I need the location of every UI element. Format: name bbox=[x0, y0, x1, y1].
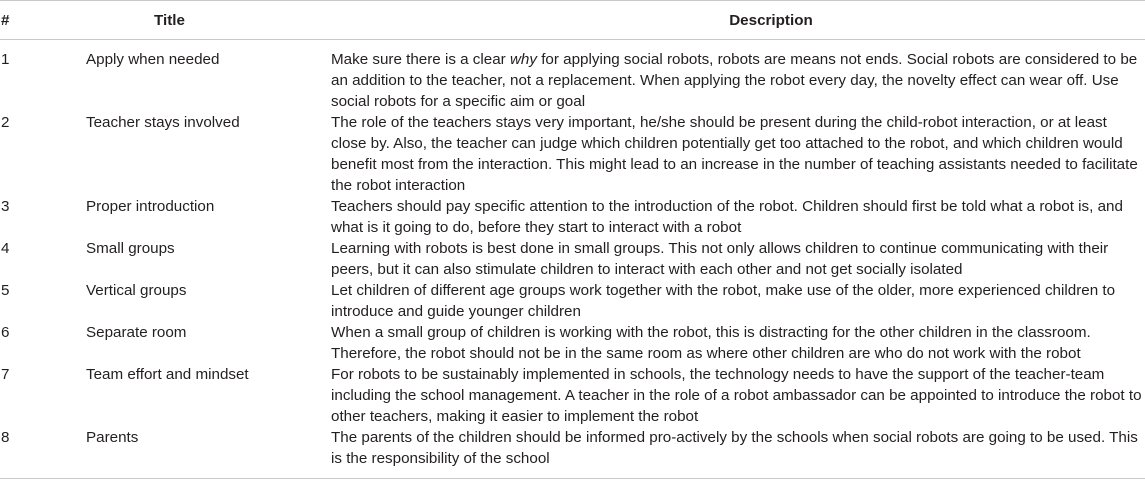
row-number: 7 bbox=[1, 366, 10, 383]
row-number: 1 bbox=[1, 51, 10, 68]
header-number: # bbox=[1, 11, 10, 29]
table-header bbox=[0, 1, 1145, 40]
row-title: Vertical groups bbox=[86, 282, 187, 299]
row-number: 4 bbox=[1, 240, 10, 257]
table-row bbox=[0, 238, 1145, 280]
table-row bbox=[0, 322, 1145, 364]
table-row bbox=[0, 280, 1145, 322]
table-row bbox=[0, 364, 1145, 427]
row-number: 3 bbox=[1, 198, 10, 215]
table-row bbox=[0, 112, 1145, 196]
description-part: for applying social robots, robots are means not ends. Social robots are considered to be an addition to the teacher, not a replacement. When applying the robot every day, the novelty effect can wear off. Use social robots for a specific aim or goal bbox=[331, 51, 1138, 110]
row-title: Separate room bbox=[86, 324, 187, 341]
row-number: 2 bbox=[1, 114, 10, 131]
description-emphasis: why bbox=[509, 51, 537, 68]
row-number: 5 bbox=[1, 282, 10, 299]
row-title: Apply when needed bbox=[86, 51, 220, 68]
row-description: When a small group of children is working with the robot, this is distracting for the other children in the classroom. Therefore, the robot should not be in the same room as where other children are who do not work with the robot bbox=[331, 324, 1091, 362]
table-row bbox=[0, 196, 1145, 238]
header-description: Description bbox=[729, 11, 813, 29]
header-row bbox=[0, 1, 1145, 40]
row-description: Teachers should pay specific attention to the introduction of the robot. Children should first be told what a robot is, and what is it going to do, before they start to interact with a robot bbox=[331, 198, 1123, 236]
row-description bbox=[331, 40, 1145, 113]
description-part: Make sure there is a clear bbox=[331, 51, 510, 68]
row-title: Team effort and mindset bbox=[86, 366, 249, 383]
row-number: 8 bbox=[1, 429, 10, 446]
row-number: 6 bbox=[1, 324, 10, 341]
table-body bbox=[0, 40, 1145, 479]
header-title: Title bbox=[154, 11, 185, 29]
row-description: For robots to be sustainably implemented in schools, the technology needs to have the support of the teacher-team including the school management. A teacher in the role of a robot ambassador can be appointed to introduce the robot to other teachers, making it easier to implement the robot bbox=[331, 366, 1142, 425]
table-row bbox=[0, 40, 1145, 113]
row-description: The parents of the children should be informed pro-actively by the schools when social robots are going to be used. This is the responsibility of the school bbox=[331, 429, 1138, 467]
row-title: Small groups bbox=[86, 240, 175, 257]
row-title: Parents bbox=[86, 429, 139, 446]
row-description: Let children of different age groups work together with the robot, make use of the older, more experienced children to introduce and guide younger children bbox=[331, 282, 1116, 320]
row-description: The role of the teachers stays very important, he/she should be present during the child-robot interaction, or at least close by. Also, the teacher can judge which children potentially get too attached to the robot, and which children would benefit most from the interaction. This might lead to an increase in the number of teaching assistants needed to facilitate the robot interaction bbox=[331, 114, 1138, 194]
table-row bbox=[0, 427, 1145, 479]
row-title: Teacher stays involved bbox=[86, 114, 240, 131]
row-description-text bbox=[331, 51, 1137, 110]
row-title: Proper introduction bbox=[86, 198, 215, 215]
row-description: Learning with robots is best done in small groups. This not only allows children to continue communicating with their peers, but it can also stimulate children to interact with each other and not get socially isolated bbox=[331, 240, 1109, 278]
